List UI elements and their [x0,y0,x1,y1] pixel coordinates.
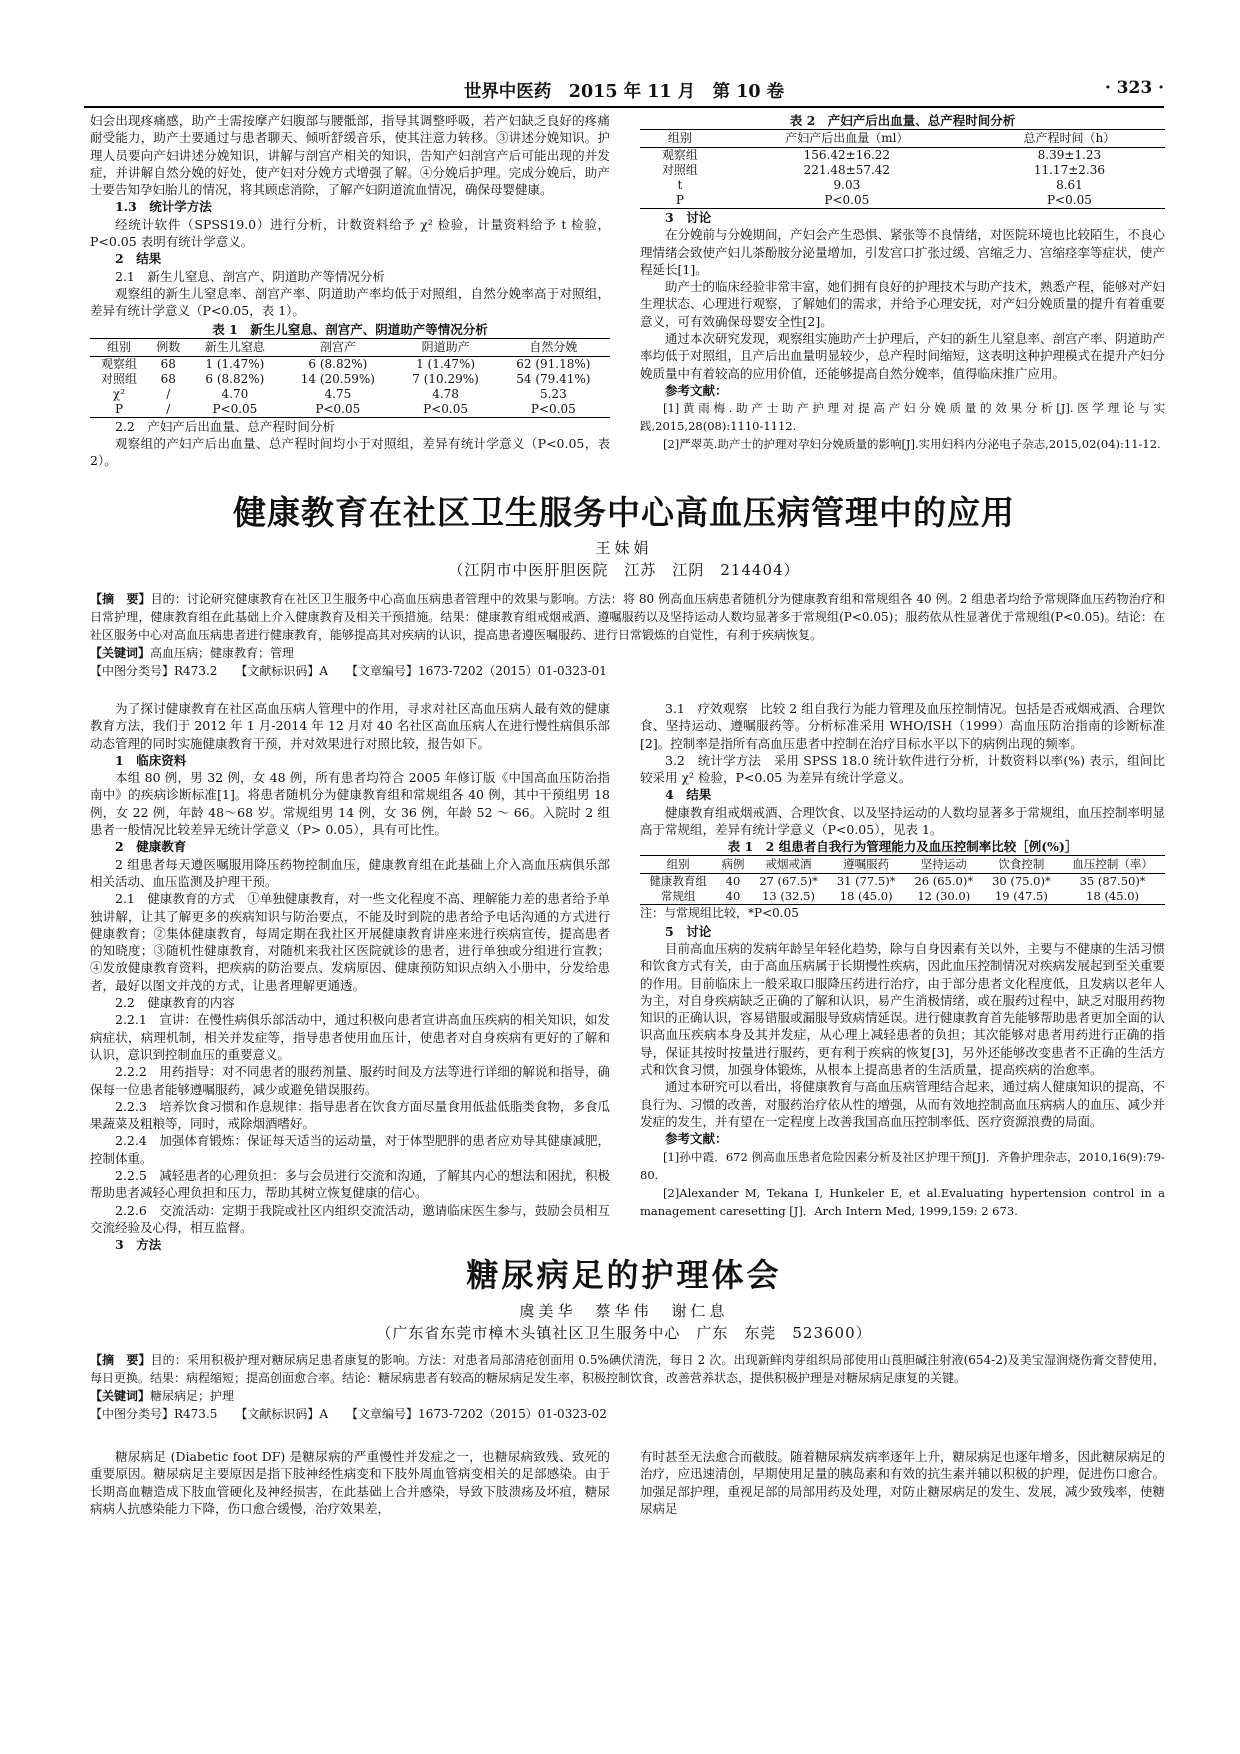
paragraph: 2.2.1 宣讲：在慢性病俱乐部活动中，通过积极向患者宣讲高血压疾病的相关知识，如发病症状，病理机制，相关并发症等，指导患者使用血压计，使患者对自身疾病有更好的了解和认识，意识到控制血压的重要意义。 [90,1012,610,1062]
table-header-cell: 自然分娩 [497,338,610,356]
table-cell: 156.42±16.22 [803,148,891,162]
table-cell: 18 (45.0) [827,889,905,905]
table-header-cell: 例数 [148,338,189,356]
paragraph: 健康教育组戒烟戒酒、合理饮食、以及坚持运动的人数均显著多于常规组，血压控制率明显高于常规组，差异有统计学意义（P<0.05），见表 1。 [640,804,1166,838]
table-cell: 40 [716,889,749,905]
paragraph: 目前高血压病的发病年龄呈年轻化趋势，除与自身因素有关以外，主要与不健康的生活习惯和饮食方式有关，由于高血压病属于长期慢性疾病，因此血压控制情况对疾病发展起到至关重要的作用。目前临床上一般采取口服降压药进行治疗，由于部分患者文化程度低，且发病以老年人为主，对自身疾病缺乏正确的了解和认识，易产生消极情绪，或在服药过程中，缺乏对服用药物知识的正确认识，容易错服或漏服导致病情延误。进行健康教育首先能够帮助患者更加全面的认识高血压疾病本身及其并发症，从心理上减轻患者的负担；其次能够对患者用药进行正确的指导，保证其按时按量进行服药，更有利于疾病的恢复[3]，另外还能够改变患者不正确的生活方式和饮食习惯，加强身体锻炼，从根本上提高患者的生活质量，提高疾病的治愈率。 [640,940,1166,1078]
table-cell: 30 (75.0)* [992,874,1051,889]
table-cell: 7 (10.29%) [412,371,479,386]
abstract-label: 【摘 要】 [90,1353,151,1367]
section-heading: 3 讨论 [665,210,712,225]
table-cell: 对照组 [100,371,137,386]
table-cell: 14 (20.59%) [300,371,375,386]
table-cell: 4.78 [432,386,459,401]
table-caption: 表 1 2 组患者自我行为管理能力及血压控制率比较［例(%)］ [727,839,1078,855]
section-heading: 4 结果 [665,787,712,803]
paragraph: 妇会出现疼痛感，助产士需按摩产妇腹部与腰骶部，指导其调整呼吸，若产妇缺乏良好的疼痛耐受能力，助产士要通过与患者聊天、倾听舒缓音乐，使其注意力转移。③讲述分娩知识。护理人员要向产妇讲述分娩知识，讲解与剖宫产相关的知识，告知产妇剖宫产后可能出现的并发症，并讲解自然分娩的好处，使产妇对分娩方式增强了解。④分娩后护理。完成分娩后，助产士要告知孕妇胎儿的情况，将其顾虑消除，了解产妇阴道流血情况，确保母婴健康。 [90,113,610,198]
table-cell: 68 [160,371,176,386]
article3-title: 糖尿病足的护理体会 [466,1256,782,1294]
table-header-cell: 血压控制（率） [1060,856,1165,874]
table-row [90,402,610,418]
reference-item: [2]Alexander M, Tekana I, Hunkeler E, et al.Evaluating hypertension control in a management caresetting [J]．Arch Intern Med, 1999,159: 2 673. [640,1185,1165,1218]
table-row [640,889,1165,905]
table-cell: 常规组 [640,889,716,905]
table-cell: 健康教育组 [649,874,707,889]
article2-author: 王妹娟 [595,539,653,557]
section-heading: 2.2 产妇产后出血量、总产程时间分析 [115,418,335,434]
table-cell: 26 (65.0)* [914,874,974,889]
reference-item: [1]黄雨梅.助产士助产护理对提高产妇分娩质量的效果分析[J].医学理论与实践,2015,28(08):1110-1112. [640,401,1165,434]
section-heading: 3 方法 [115,1237,162,1253]
paragraph: 2.2.2 用药指导：对不同患者的服药剂量、服药时间及方法等进行详细的解说和指导，确保每一位患者能够遵嘱服药，减少或避免错误服药。 [90,1064,610,1097]
table-row [90,387,610,402]
abstract-body: 目的：采用积极护理对糖尿病足患者康复的影响。方法：对患者局部清疮创面用 0.5%碘伏清洗，每日 2 次。出现新鲜肉芽组织局部使用山莨胆碱注射液(654-2)及美宝湿润烧伤膏交替使用，每日更换。结果：病程缩短；提高创面愈合率。结论：糖尿病患者有较高的糖尿病足发生率，积极控制饮食，改善营养状态，提供积极护理是对糖尿病足康复的关键。 [90,1353,1165,1385]
paragraph: 有时甚至无法愈合而截肢。随着糖尿病发病率逐年上升，糖尿病足也逐年增多，因此糖尿病足的治疗，应迅速清创，早期使用足量的胰岛素和有效的抗生素并辅以积极的护理，促进伤口愈合。加强足部护理，重视足部的局部用药及处理，对防止糖尿病足的发生、发展，减少致残率，使糖尿病足 [640,1449,1166,1516]
table-cell: P [90,402,148,418]
table-cell: 观察组 [661,148,698,162]
abstract-body: 目的：讨论研究健康教育在社区卫生服务中心高血压病患者管理中的效果与影响。方法：将 80 例高血压病患者随机分为健康教育组和常规组各 40 例。2 组患者均给予常规降血压药物治疗和日常护理，健康教育组在此基础上介入健康教育及相关干预措施。结果：健康教育组戒烟戒酒、遵嘱服药以及坚持运动人数均显著多于常规组(P<0.05)；服药依从性显著优于常规组(P<0.05)。结论：在社区服务中心对高血压病患者进行健康教育，能够提高其对疾病的认识，提高患者遵医嘱服药、进行日常锻炼的自觉性，有利于疾病恢复。 [90,592,1165,642]
table-cell: 221.48±57.42 [803,163,891,177]
table-header-cell: 坚持运动 [905,856,983,874]
article2-left-column [90,700,610,1254]
table-cell: 31 (77.5)* [836,874,896,889]
article3-authors: 虞美华 蔡华伟 谢仁息 [519,1302,729,1320]
table-cell: 19 (47.5) [983,889,1061,905]
article2-abstract [90,590,1165,680]
running-header [84,78,1164,108]
table-cell: / [166,386,171,401]
paragraph: 观察组的产妇产后出血量、总产程时间均小于对照组，差异有统计学意义（P<0.05，表 2）。 [90,435,610,469]
table-cell: P<0.05 [394,402,496,418]
references-heading: 参考文献： [665,382,728,398]
article1-right-column [640,112,1165,453]
table-caption: 表 2 产妇产后出血量、总产程时间分析 [789,113,1016,128]
table-cell: P<0.05 [720,193,974,209]
table-header-cell: 总产程时间（h） [974,130,1165,148]
table-cell: 5.23 [539,386,567,401]
reference-item: [2]严翠英.助产士的护理对孕妇分娩质量的影响[J].实用妇科内分泌电子杂志,2015,02(04):11-12. [663,437,1161,452]
table-header-cell: 阴道助产 [394,338,496,356]
table-cell: 6 (8.82%) [205,371,265,386]
table-header-cell: 新生儿窒息 [189,338,282,356]
table-cell: 4.70 [221,386,249,401]
paragraph: 在分娩前与分娩期间，产妇会产生恐惧、紧张等不良情绪，对医院环境也比较陌生，不良心理情绪会致使产妇儿茶酚胺分泌量增加，引发宫口扩张过缓、宫缩乏力、宫缩痉挛等症状，使产程延长[1]。 [640,227,1166,277]
paragraph: 2.2 健康教育的内容 [115,995,235,1011]
table-cell: P<0.05 [281,402,394,418]
journal-header: 世界中医药 2015 年 11 月 第 10 卷 [463,82,785,102]
table-cell: 观察组 [100,356,137,371]
abstract-text [90,590,1165,644]
article3-right-column [640,1448,1165,1517]
table-cell: 54 (79.41%) [516,371,591,386]
keywords-label: 【关键词】 [90,1389,151,1403]
section-heading: 2 健康教育 [115,839,187,855]
article3-abstract [90,1351,1165,1423]
table-header-cell: 戒烟戒酒 [750,856,828,874]
section-heading: 2.1 新生儿窒息、剖宫产、阴道助产等情况分析 [115,268,385,284]
table-cell: 9.03 [833,178,861,192]
abstract-label: 【摘 要】 [90,592,151,606]
article2-right-column [640,700,1165,1220]
article2-title: 健康教育在社区卫生服务中心高血压病管理中的应用 [233,493,1015,532]
table-header-cell: 剖宫产 [281,338,394,356]
paragraph: 助产士的临床经验非常丰富，她们拥有良好的护理技术与助产技术，熟悉产程，能够对产妇生理状态、心理进行观察，了解她们的需求，并给予心理安抚，对产妇分娩质量的提升有着重要意义，可有效确保母婴安全性[2]。 [640,279,1166,329]
paragraph: 2 组患者每天遵医嘱服用降压药物控制血压，健康教育组在此基础上介入高血压病俱乐部相关活动、血压监测及护理干预。 [90,856,610,889]
table-row [640,178,1165,193]
section-heading: 2 结果 [115,251,162,267]
table-header-cell: 组别 [640,130,720,148]
table-header-cell: 组别 [640,856,716,874]
article2-affiliation: （江阴市中医肝胆医院 江苏 江阴 214404） [448,561,800,579]
table-cell: P<0.05 [189,402,282,418]
table-cell: 18 (45.0) [1060,889,1165,905]
data-table [640,129,1165,209]
table-cell: P [640,193,720,209]
article3-affiliation: （广东省东莞市樟木头镇社区卫生服务中心 广东 东莞 523600） [376,1324,872,1342]
classification-line: 【中图分类号】R473.2 【文献标识码】A 【文章编号】1673-7202（2015）01-0323-01 [90,664,607,678]
keywords-text: 高血压病；健康教育；管理 [150,646,295,660]
table-cell: 对照组 [661,163,698,177]
table-cell: 68 [160,356,176,371]
abstract-text [90,1351,1165,1387]
table-header-cell: 产妇产后出血量（ml） [720,130,974,148]
table-header-cell: 组别 [90,338,148,356]
paragraph: 经统计软件（SPSS19.0）进行分析，计数资料给予 χ² 检验，计量资料给予 t 检验，P<0.05 表明有统计学意义。 [90,216,610,250]
table-cell: t [677,178,683,192]
keywords [90,1387,1165,1405]
table-cell: P<0.05 [974,193,1165,209]
table-row [640,193,1165,209]
keywords-label: 【关键词】 [90,646,151,660]
table-1 [90,321,610,418]
table-3 [640,838,1165,922]
data-table [90,338,610,418]
table-cell: 35 (87.50)* [1079,874,1146,889]
table-cell: 13 (32.5) [750,889,828,905]
paragraph: 3.2 统计学方法 采用 SPSS 18.0 统计软件进行分析，计数资料以率(%) 表示，组间比较采用 χ² 检验，P<0.05 为差异有统计学意义。 [640,752,1165,786]
table-cell: 40 [725,874,741,889]
table-cell: / [148,402,189,418]
paragraph: 通过本研究可以看出，将健康教育与高血压病管理结合起来，通过病人健康知识的提高，不良行为、习惯的改善，对服药治疗依从性的增强，从而有效地控制高血压病病人的血压、减少并发症的发生，并有望在一定程度上改善我国高血压控制率低、医疗资源浪费的局面。 [640,1079,1166,1129]
table-cell: 11.17±2.36 [1033,163,1105,177]
paragraph: 糖尿病足 (Diabetic foot DF) 是糖尿病的严重慢性并发症之一，也糖尿病致残、致死的重要原因。糖尿病足主要原因是指下肢神经性病变和下肢外周血管病变相关的足部感染。由于长期高血糖造成下肢血管硬化及神经损害，在此基础上合并感染，导致下肢溃疡及坏疽，糖尿病病人抗感染能力下降，伤口愈合缓慢，治疗效果差， [90,1449,610,1516]
article3-left-column [90,1448,610,1517]
table-note: 注：与常规组比较，*P<0.05 [640,906,799,921]
table-cell: 8.61 [1056,178,1083,192]
keywords-text: 糖尿病足；护理 [150,1389,235,1403]
data-table [640,855,1165,905]
table-cell: 1 (1.47%) [205,356,265,371]
table-cell: P<0.05 [497,402,610,418]
table-row [90,356,610,372]
table-cell: 1 (1.47%) [416,356,476,371]
table-cell: χ² [112,386,126,401]
table-cell: 6 (8.82%) [308,356,368,371]
table-header-cell: 病例 [716,856,749,874]
paragraph: 3.1 疗效观察 比较 2 组自我行为能力管理及血压控制情况。包括是否戒烟戒酒、合理饮食、坚持运动、遵嘱服药等。分析标准采用 WHO/ISH（1999）高血压防治指南的诊断标准[2]。控制率是指所有高血压患者中控制在治疗目标水平以下的病例出现的频率。 [640,701,1165,751]
classification-line: 【中图分类号】R473.5 【文献标识码】A 【文章编号】1673-7202（2015）01-0323-02 [90,1407,607,1421]
table-cell: 27 (67.5)* [759,874,818,889]
table-row [640,148,1165,164]
table-caption: 表 1 新生儿窒息、剖宫产、阴道助产等情况分析 [212,321,488,337]
paragraph: 2.2.4 加强体育锻炼：保证每天适当的运动量，对于体型肥胖的患者应劝导其健康减肥，控制体重。 [90,1133,610,1166]
section-heading: 1 临床资料 [115,752,187,768]
table-row [640,163,1165,178]
paragraph: 本组 80 例，男 32 例，女 48 例，所有患者均符合 2005 年修订版《中国高血压防治指南中》的疾病诊断标准[1]。将患者随机分为健康教育组和常规组各 40 例，其中干预组男 18 例，女 22 例，年龄 48～68 岁。常规组男 14 例，女 36 例，年龄 52 ～ 66。入院时 2 组患者一般情况比较差异无统计学意义（P> 0.05），具有可比性。 [90,770,610,838]
paragraph: 2.2.5 减轻患者的心理负担：多与会员进行交流和沟通，了解其内心的想法和困扰，积极帮助患者减轻心理负担和压力，帮助其树立恢复健康的信心。 [90,1168,610,1201]
reference-item: [1]孙中霞．672 例高血压患者危险因素分析及社区护理干预[J]．齐鲁护理杂志，2010,16(9):79-80. [640,1149,1165,1182]
table-header-cell: 遵嘱服药 [827,856,905,874]
paragraph: 为了探讨健康教育在社区高血压病人管理中的作用，寻求对社区高血压病人最有效的健康教育方法，我们于 2012 年 1 月-2014 年 12 月对 40 名社区高血压病人在进行慢性病俱乐部动态管理的同时实施健康教育干预，并对效果进行对照比较，报告如下。 [90,701,610,751]
page-number: · 323 · [1104,78,1164,98]
paragraph: 通过本次研究发现，观察组实施助产士护理后，产妇的新生儿窒息率、剖宫产率、阴道助产率均低于对照组，且产后出血量明显较少，总产程时间缩短，这表明这种护理模式在提升产妇分娩质量中有着较高的应用价值，还能够提高自然分娩率，值得临床推广应用。 [640,331,1166,381]
table-cell: 4.75 [324,386,352,401]
section-heading: 5 讨论 [665,923,712,939]
paragraph: 2.2.6 交流活动：定期于我院或社区内组织交流活动，邀请临床医生参与，鼓励会员相互交流经验及心得，相互监督。 [90,1202,610,1235]
table-row [640,874,1165,890]
table-cell: 8.39±1.23 [1037,148,1102,162]
section-heading: 1.3 统计学方法 [115,199,212,215]
table-2 [640,112,1165,209]
table-cell: 62 (91.18%) [516,356,591,371]
article1-left-column [90,112,610,469]
paragraph: 观察组的新生儿窒息率、剖宫产率、阴道助产率均低于对照组，自然分娩率高于对照组，差异有统计学意义（P<0.05，表 1）。 [90,285,610,319]
keywords [90,644,1165,662]
references-heading: 参考文献： [665,1131,728,1147]
paragraph: 2.1 健康教育的方式 ①单独健康教育，对一些文化程度不高、理解能力差的患者给予单独讲解，让其了解更多的疾病知识与防治要点，不能及时到院的患者给予电话沟通的方式进行健康教育；②集体健康教育，每周定期在我社区开展健康教育讲座来进行疾病宣传，提高患者的知晓度；③随机性健康教育，对随机来我社区医院就诊的患者，进行单独或分组进行宣教；④发放健康教育资料，把疾病的防治要点、发病原因、健康预防知识点纳入小册中，分发给患者，最好以图文并茂的方式，让患者理解更通透。 [90,891,610,993]
table-row [90,372,610,387]
paragraph: 2.2.3 培养饮食习惯和作息规律：指导患者在饮食方面尽量食用低盐低脂类食物，多食瓜果蔬菜及粗粮等，同时，戒除烟酒嗜好。 [90,1098,610,1132]
table-header-cell: 饮食控制 [983,856,1061,874]
table-cell: 12 (30.0) [905,889,983,905]
